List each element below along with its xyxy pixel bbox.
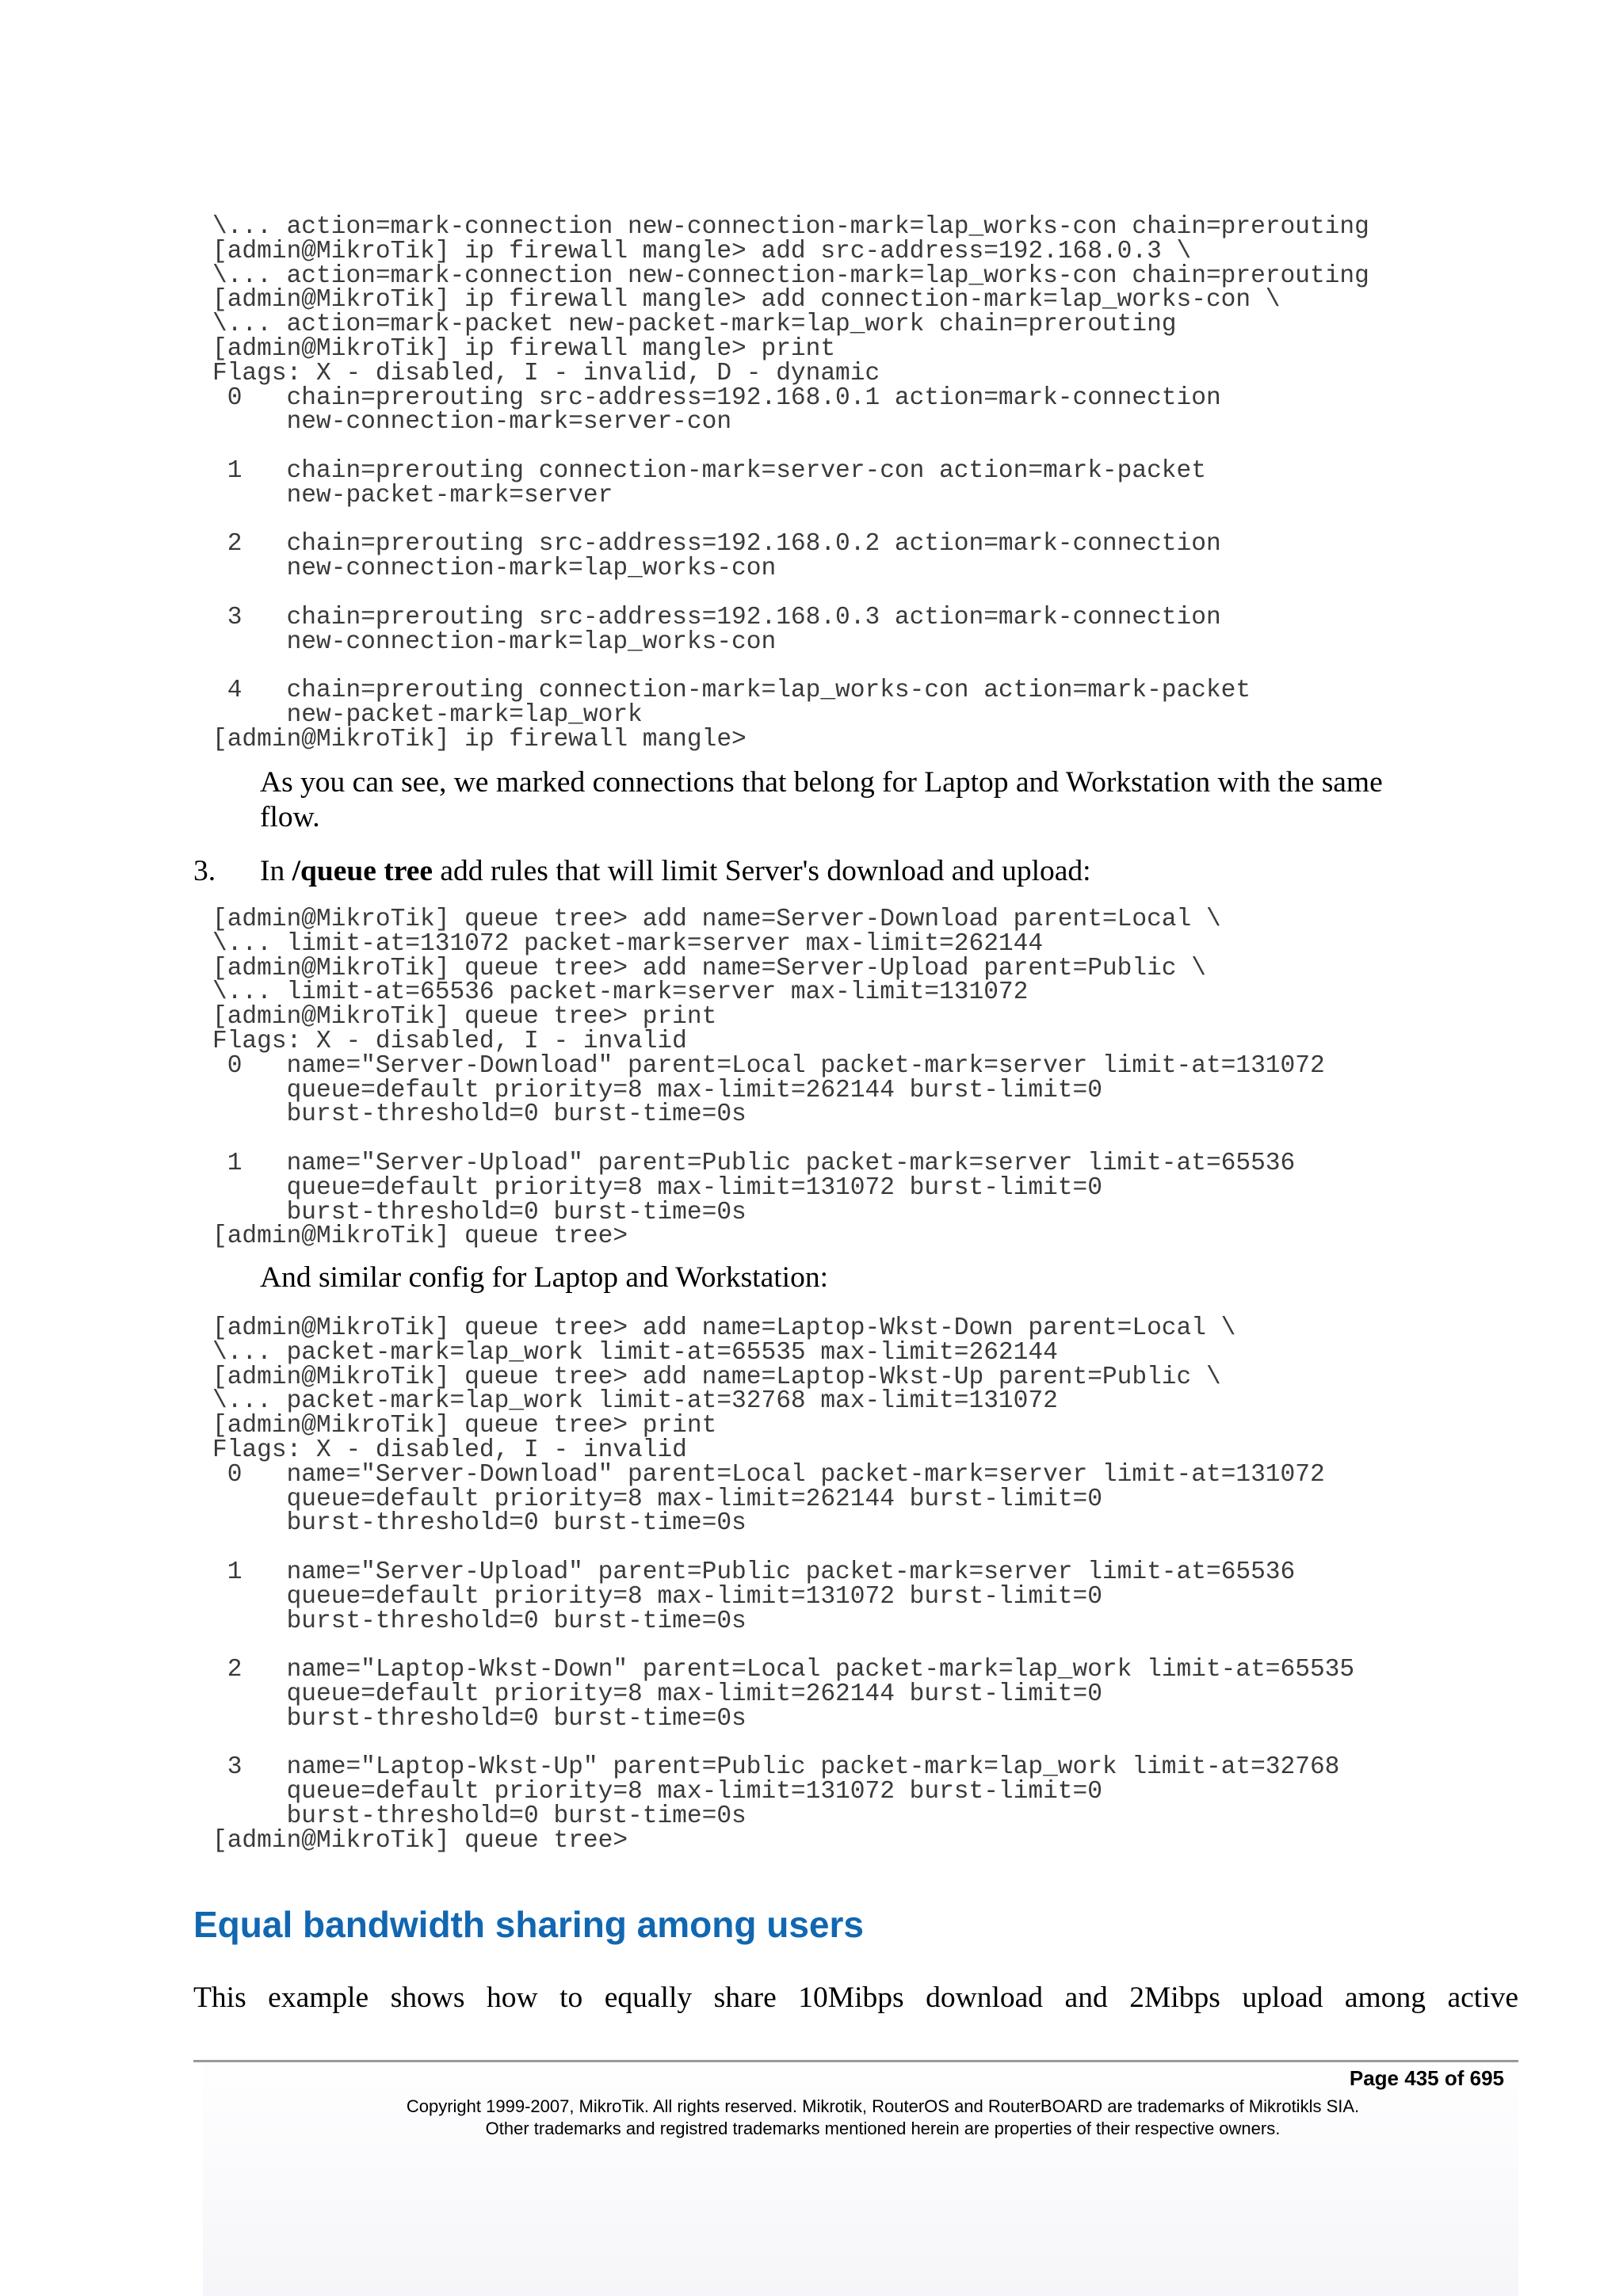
queue-tree-path: /queue tree (292, 855, 433, 887)
page-number: Page 435 of 695 (1349, 2066, 1504, 2090)
code-block-queue-laptop: [admin@MikroTik] queue tree> add name=Laptop-Wkst-Down parent=Local \ \... packet-mark=lap_work limit-at=65535 max-limit=262144 [admin@MikroTik] queue tree> add name=Laptop-Wkst-Up parent=Public \ \... packet-mark=lap_work limit-at=32768 max-limit=131072 [admin@MikroTik] queue tree> print Flags: X - disabled, I - invalid 0 name="Server-Download" parent=Local packet-mark=server limit-at=131072 queue=default priority=8 max-limit=262144 burst-limit=0 burst-threshold=0 burst-time=0s 1 name="Server-Upload" parent=Public packet-mark=server limit-at=65536 queue=default priority=8 max-limit=131072 burst-limit=0 burst-threshold=0 burst-time=0s 2 name="Laptop-Wkst-Down" parent=Local packet-mark=lap_work limit-at=65535 queue=default priority=8 max-limit=262144 burst-limit=0 burst-threshold=0 burst-time=0s 3 name="Laptop-Wkst-Up" parent=Public packet-mark=lap_work limit-at=32768 queue=default priority=8 max-limit=131072 burst-limit=0 burst-threshold=0 burst-time=0s [admin@MikroTik] queue tree> (212, 1314, 1355, 1855)
list-step-number: 3. (193, 855, 216, 887)
paragraph-equal-sharing: This example shows how to equally share 10Mibps download and 2Mibps upload among active (193, 1981, 1518, 2014)
page-bottom-shade (203, 2044, 1518, 2296)
list-step-text: In /queue tree add rules that will limit Server's download and upload: (260, 855, 1091, 887)
copyright-line-1: Copyright 1999-2007, MikroTik. All rights reserved. Mikrotik, RouterOS and RouterBOARD are trademarks of Mikrotikls SIA. (406, 2096, 1360, 2116)
code-block-queue-server: [admin@MikroTik] queue tree> add name=Server-Download parent=Local \ \... limit-at=131072 packet-mark=server max-limit=262144 [admin@MikroTik] queue tree> add name=Server-Upload parent=Public \ \... limit-at=65536 packet-mark=server max-limit=131072 [admin@MikroTik] queue tree> print Flags: X - disabled, I - invalid 0 name="Server-Download" parent=Local packet-mark=server limit-at=131072 queue=default priority=8 max-limit=262144 burst-limit=0 burst-threshold=0 burst-time=0s 1 name="Server-Upload" parent=Public packet-mark=server limit-at=65536 queue=default priority=8 max-limit=131072 burst-limit=0 burst-threshold=0 burst-time=0s [admin@MikroTik] queue tree> (212, 906, 1325, 1251)
footer-divider (193, 2060, 1518, 2062)
paragraph-similar-config: And similar config for Laptop and Workstation: (260, 1261, 828, 1294)
code-block-mangle: \... action=mark-connection new-connection-mark=lap_works-con chain=prerouting [admin@MikroTik] ip firewall mangle> add src-address=192.168.0.3 \ \... action=mark-connection new-connection-mark=lap_works-con chain=prerouting [admin@MikroTik] ip firewall mangle> add connection-mark=lap_works-con \ \... action=mark-packet new-packet-mark=lap_work chain=prerouting [admin@MikroTik] ip firewall mangle> print Flags: X - disabled, I - invalid, D - dynamic 0 chain=prerouting src-address=192.168.0.1 action=mark-connection new-connection-mark=server-con 1 chain=prerouting connection-mark=server-con action=mark-packet new-packet-mark=server 2 chain=prerouting src-address=192.168.0.2 action=mark-connection new-connection-mark=lap_works-con 3 chain=prerouting src-address=192.168.0.3 action=mark-connection new-connection-mark=lap_works-con 4 chain=prerouting connection-mark=lap_works-con action=mark-packet new-packet-mark=lap_work [admin@MikroTik] ip firewall mangle> (212, 213, 1369, 753)
paragraph-mangle-note-line-1: As you can see, we marked connections that belong for Laptop and Workstation with the same (260, 766, 1383, 799)
copyright-line-2: Other trademarks and registred trademarks mentioned herein are properties of their respective owners. (485, 2119, 1281, 2138)
paragraph-mangle-note (260, 765, 1520, 835)
section-heading: Equal bandwidth sharing among users (193, 1904, 864, 1945)
paragraph-mangle-note-line-2: flow. (260, 801, 320, 833)
